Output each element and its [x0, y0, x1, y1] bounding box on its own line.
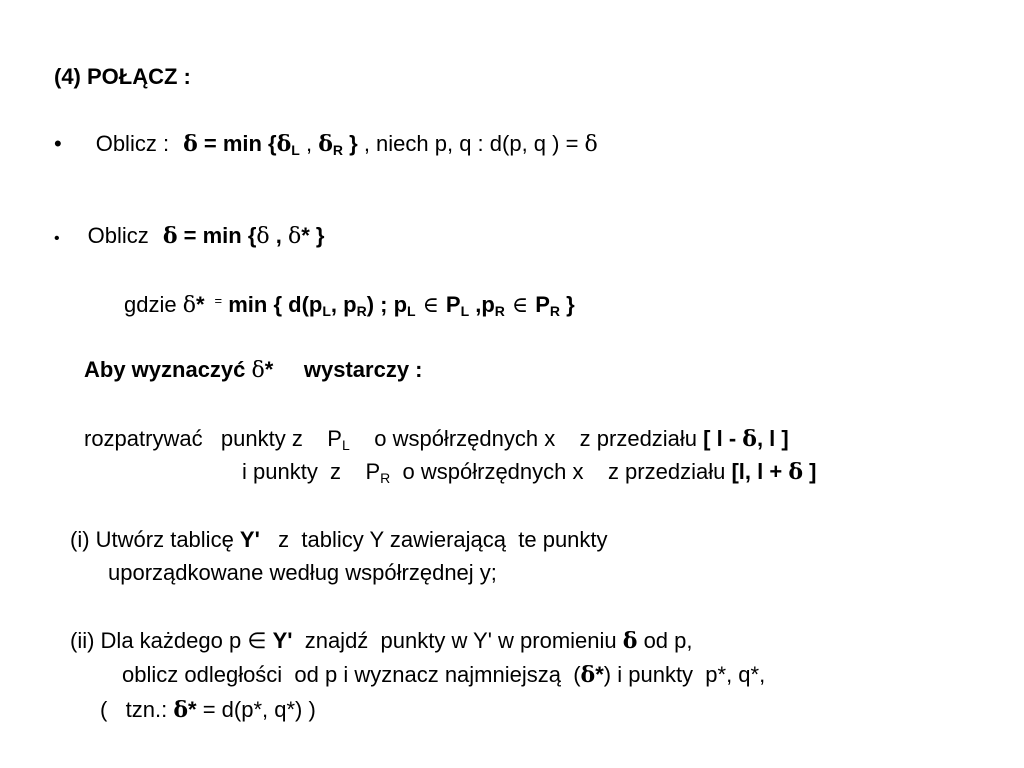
text-segment: Aby wyznaczyć [84, 357, 252, 382]
text-segment: Oblicz : [95, 131, 170, 156]
text-segment: * [264, 357, 274, 382]
subscript: L [341, 437, 350, 453]
delta-symbol: δ [251, 358, 265, 383]
text-segment: o współrzędnych x z przedziału [349, 426, 704, 451]
step-2-line [54, 223, 325, 252]
text-segment: , niech p, q : d(p, q ) = [357, 131, 585, 156]
step-i-continuation: uporządkowane według współrzędnej y; [108, 560, 497, 585]
text-segment: wystarczy : [273, 357, 423, 382]
interval: , l ] [756, 426, 789, 451]
element-of-symbol: ∈ [415, 293, 446, 318]
subscript: L [291, 142, 300, 158]
bullet: • [54, 230, 60, 247]
element-of-symbol: ∈ [504, 293, 536, 318]
delta-symbol: δ [622, 628, 638, 654]
equals-sign: = [214, 293, 223, 308]
subscript: L [460, 303, 470, 319]
bullet: • [54, 131, 62, 156]
text-segment: , [269, 223, 288, 248]
text-segment: ( tzn.: [100, 697, 174, 722]
step-i-line [70, 527, 608, 553]
text-segment: (i) Utwórz tablicę [70, 527, 240, 552]
text-segment: oblicz odległości od p i wyznacz najmniejszą ( [122, 662, 581, 687]
right-strip-line [242, 459, 816, 485]
sufficient-heading [84, 357, 423, 384]
text-segment: (ii) Dla każdego p ∈ [70, 628, 273, 653]
delta-symbol: δ [584, 132, 598, 157]
delta-symbol: δ [288, 224, 302, 249]
text-segment: P [535, 292, 550, 317]
step-ii-note [100, 697, 316, 723]
text-segment: Y' [272, 628, 293, 653]
interval: ] [803, 459, 817, 484]
delta-symbol: δ [183, 131, 198, 157]
subscript: L [322, 303, 331, 319]
text-segment: rozpatrywać punkty z P [84, 426, 342, 451]
text-segment: o współrzędnych x z przedziału [390, 459, 732, 484]
subscript: R [380, 470, 391, 486]
text-segment: = min { [197, 131, 277, 156]
text-segment: Oblicz [87, 223, 155, 248]
section-heading: (4) POŁĄCZ : [54, 64, 191, 89]
step-ii-line [70, 628, 693, 654]
text-segment: i punkty z P [242, 459, 381, 484]
text-segment: * } [301, 223, 325, 248]
delta-symbol: δ [173, 697, 189, 723]
text-segment: Y' [239, 527, 260, 552]
delta-symbol: δ [318, 131, 333, 157]
text-segment: } [343, 131, 358, 156]
text-segment: znajdź punkty w Y' w promieniu [292, 628, 623, 653]
text-segment: * [195, 292, 205, 317]
text-segment: = d(p*, q*) ) [196, 697, 316, 722]
delta-symbol: δ [788, 459, 803, 485]
subscript: R [332, 142, 344, 158]
text-segment: = min { [177, 223, 257, 248]
delta-symbol: δ [580, 662, 596, 688]
text-segment: ) ; p [366, 292, 408, 317]
subscript: R [356, 303, 367, 319]
delta-symbol: δ [182, 293, 196, 318]
step-ii-continuation [122, 662, 765, 688]
text-segment: * [595, 662, 604, 687]
delta-symbol: δ [162, 223, 178, 249]
delta-symbol: δ [276, 131, 292, 157]
text-segment: , p [330, 292, 357, 317]
delta-star-definition [124, 292, 575, 319]
interval: [ l - [703, 426, 743, 451]
text-segment: od p, [637, 628, 693, 653]
interval: [l, l + [731, 459, 789, 484]
text-segment: , [299, 131, 319, 156]
delta-symbol: δ [256, 224, 270, 249]
subscript: R [494, 303, 505, 319]
text-segment: ) i punkty p*, q*, [603, 662, 766, 687]
text-segment: gdzie [124, 292, 183, 317]
text-segment: P [445, 292, 461, 317]
text-segment: } [560, 292, 575, 317]
text-segment: z tablicy Y zawierającą te punkty [259, 527, 608, 552]
subscript: R [549, 303, 561, 319]
step-1-line [54, 131, 598, 158]
text-segment: min { d(p [222, 292, 323, 317]
left-strip-line [84, 426, 789, 452]
subscript: L [407, 303, 416, 319]
text-segment: ,p [469, 292, 495, 317]
text-segment: * [188, 697, 197, 722]
delta-symbol: δ [742, 426, 757, 452]
